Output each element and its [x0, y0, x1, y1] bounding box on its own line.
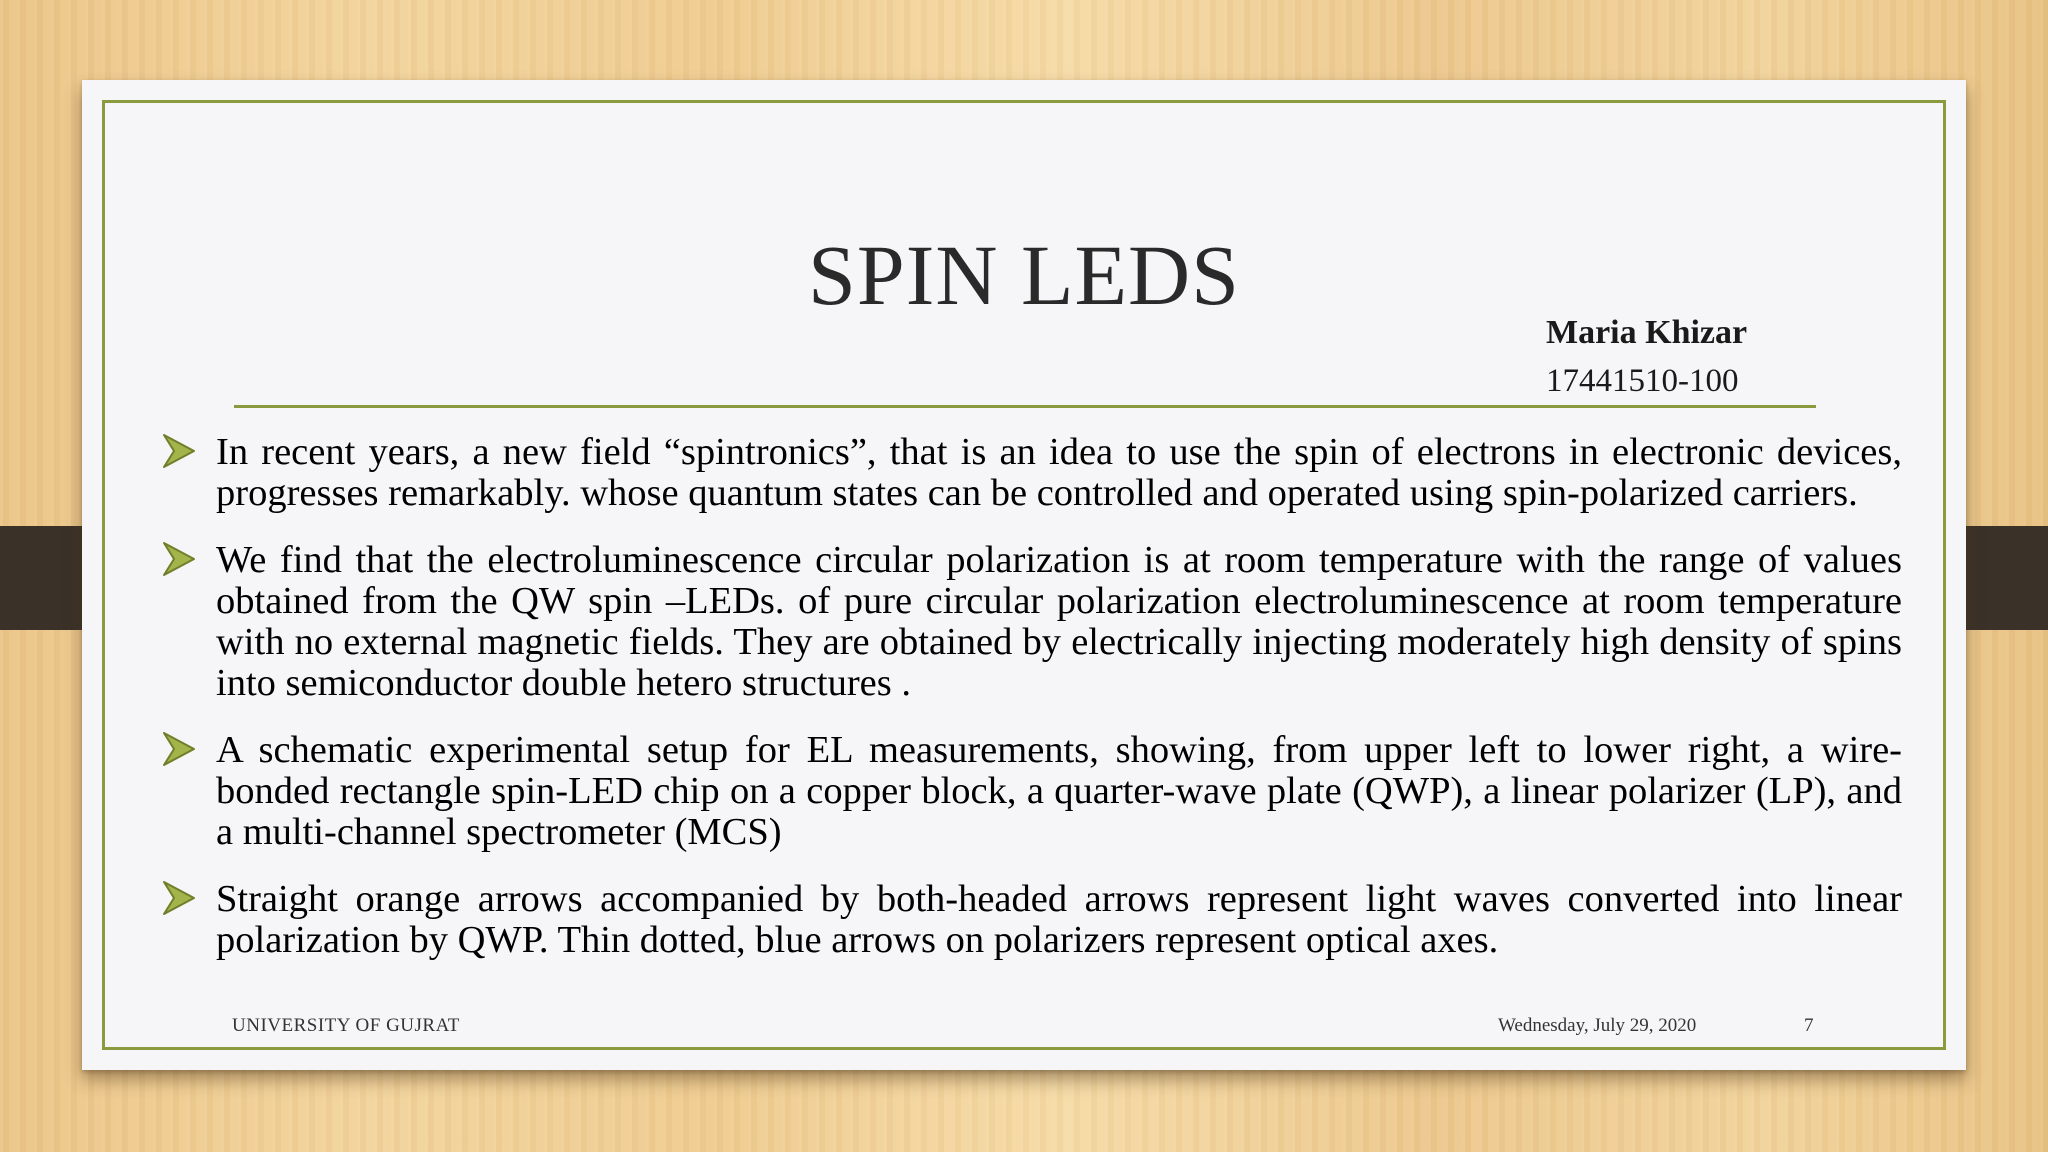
- bullet-list: [156, 432, 1902, 987]
- arrowhead-bullet-icon: [162, 541, 196, 577]
- slide-title: SPIN LEDS: [808, 227, 1240, 323]
- bullet-item: [156, 432, 1902, 514]
- arrowhead-bullet-icon: [162, 433, 196, 469]
- arrowhead-bullet-icon: [162, 731, 196, 767]
- author-name: Maria Khizar: [1546, 314, 1748, 351]
- footer-institution: UNIVERSITY OF GUJRAT: [232, 1015, 460, 1036]
- bullet-text: We find that the electroluminescence circular polarization is at room temperature with the range of values obtained from the QW spin –LEDs. of pure circular polarization electroluminescence at room temperature with no external magnetic fields. They are obtained by electrically injecting moderately high density of spins into semiconductor double hetero structures .: [216, 539, 1902, 704]
- footer-date: Wednesday, July 29, 2020: [1498, 1015, 1697, 1036]
- bullet-item: [156, 730, 1902, 853]
- page-number: 7: [1804, 1015, 1814, 1036]
- bullet-item: [156, 879, 1902, 961]
- bullet-text: A schematic experimental setup for EL measurements, showing, from upper left to lower right, a wire-bonded rectangle spin-LED chip on a copper block, a quarter-wave plate (QWP), a linear polarizer (LP), and a multi-channel spectrometer (MCS): [216, 729, 1902, 853]
- title-underline: [234, 405, 1816, 408]
- bullet-text: Straight orange arrows accompanied by both-headed arrows represent light waves converted into linear polarization by QWP. Thin dotted, blue arrows on polarizers represent optical axes.: [216, 878, 1902, 961]
- arrowhead-bullet-icon: [162, 880, 196, 916]
- slide-paper: [82, 80, 1966, 1070]
- bullet-text: In recent years, a new field “spintronics”, that is an idea to use the spin of electrons in electronic devices, progresses remarkably. whose quantum states can be controlled and operated using spin-polarized carriers.: [216, 431, 1902, 514]
- author-id: 17441510-100: [1546, 363, 1739, 399]
- bullet-item: [156, 540, 1902, 704]
